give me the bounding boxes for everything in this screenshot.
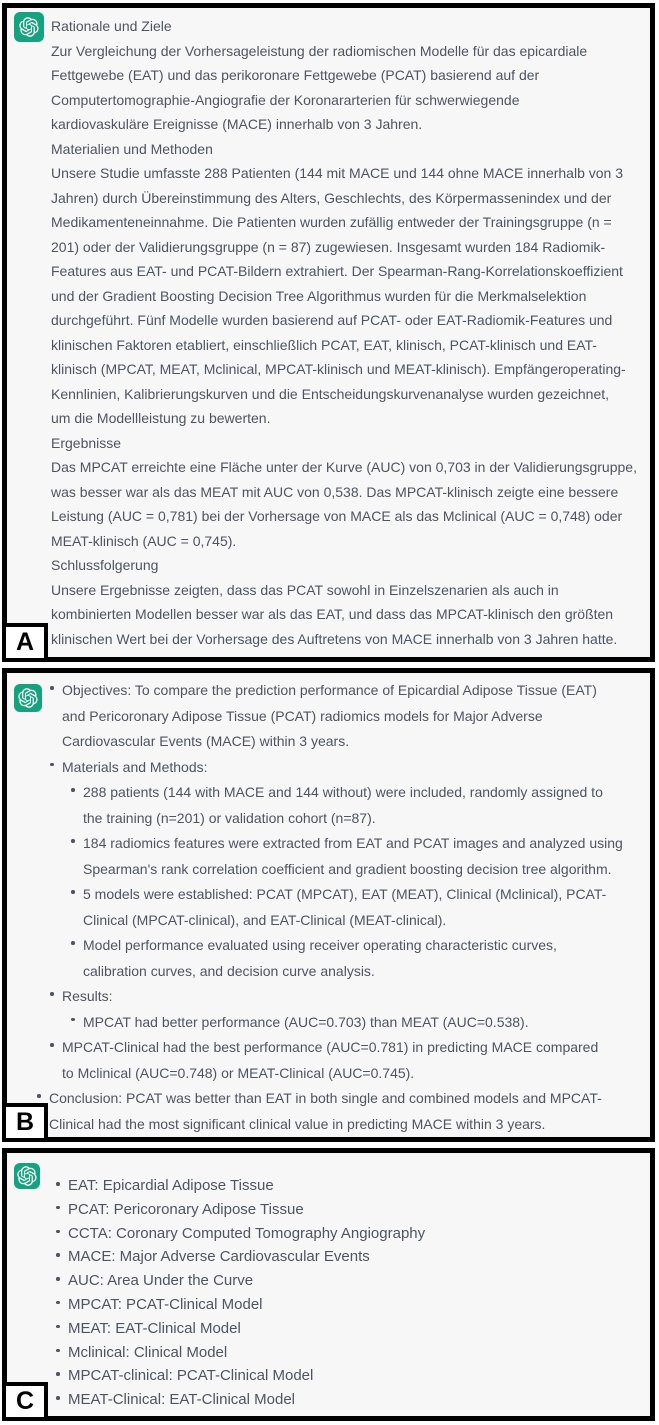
line-text: Materialien und Methoden	[51, 140, 213, 157]
panel-label-a: A	[2, 623, 48, 662]
text-line	[7, 1222, 650, 1246]
line-text: kardiovaskuläre Ereignisse (MACE) innerhalb von 3 Jahren.	[51, 116, 423, 132]
line-text: to Mclinical (AUC=0.748) or MEAT-Clinical (AUC=0.745).	[62, 1064, 415, 1081]
bullet-icon	[37, 1094, 41, 1098]
line-text: was besser war als das MEAT mit AUC von 0,538. Das MPCAT-klinisch zeigte eine bessere	[51, 483, 619, 500]
panel-a-german-abstract	[2, 3, 655, 662]
text-line	[7, 578, 650, 603]
line-text: Unsere Studie umfasste 288 Patienten (144 mit MACE und 144 ohne MACE innerhalb von 3	[51, 165, 623, 181]
line-text: Conclusion: PCAT was better than EAT in both single and combined models and MPCAT-	[49, 1090, 602, 1106]
line-text: the training (n=201) or validation cohort (n=87).	[83, 809, 376, 826]
line-text: Leistung (AUC = 0,781) bei der Vorhersage von MACE als das Mclinical (AUC = 0,748) oder	[51, 508, 623, 524]
text-line	[7, 1245, 650, 1269]
line-text: kombinierten Modellen besser war als das EAT, und dass das MPCAT-klinisch den größten	[51, 606, 614, 622]
text-line	[7, 755, 650, 781]
line-text: Ergebnisse	[51, 434, 122, 451]
text-line	[7, 161, 650, 186]
line-text: MACE: Major Adverse Cardiovascular Events	[68, 1248, 370, 1266]
text-line	[7, 602, 650, 627]
text-line	[7, 882, 650, 908]
line-text: PCAT: Pericoronary Adipose Tissue	[68, 1200, 304, 1218]
line-text: durchgeführt. Fünf Modelle wurden basierend auf PCAT- oder EAT-Radiomik-Features und	[51, 312, 613, 328]
text-line	[7, 1388, 650, 1412]
panel-a-text	[7, 8, 650, 651]
line-text: Objectives: To compare the prediction performance of Epicardial Adipose Tissue (EAT)	[62, 682, 597, 698]
line-text: Medikamenteneinnahme. Die Patienten wurden zufällig entweder der Trainingsgruppe (n =	[51, 214, 612, 230]
panel-b-english-summary	[2, 668, 655, 1142]
text-line	[7, 333, 650, 358]
bullet-icon	[56, 1182, 60, 1186]
line-text: EAT: Epicardial Adipose Tissue	[68, 1177, 274, 1194]
line-text: MPCAT-Clinical had the best performance (AUC=0.781) in predicting MACE compared	[62, 1039, 599, 1055]
line-text: MEAT-Clinical: EAT-Clinical Model	[68, 1391, 295, 1409]
text-line	[7, 210, 650, 235]
text-line	[7, 1035, 650, 1061]
text-line	[7, 1112, 650, 1138]
text-line	[7, 627, 650, 652]
line-text: MEAT-klinisch (AUC = 0,745).	[51, 532, 237, 549]
line-text: Rationale und Ziele	[51, 18, 172, 34]
line-text: and Pericoronary Adipose Tissue (PCAT) radiomics models for Major Adverse	[62, 707, 543, 724]
text-line	[7, 112, 650, 137]
bullet-icon	[50, 992, 54, 996]
text-line	[7, 63, 650, 88]
text-line	[7, 235, 650, 260]
line-text: klinischen Faktoren etabliert, einschließlich PCAT, EAT, klinisch, PCAT-klinisch und EAT-	[51, 336, 597, 353]
text-line	[7, 88, 650, 113]
bullet-icon	[50, 686, 54, 690]
bullet-icon	[56, 1253, 60, 1257]
line-text: und der Gradient Boosting Decision Tree Algorithmus wurden für die Merkmalselektion	[51, 287, 587, 304]
bullet-icon	[71, 941, 75, 945]
text-line	[7, 259, 650, 284]
text-line	[7, 959, 650, 985]
line-text: 5 models were established: PCAT (MPCAT), EAT (MEAT), Clinical (Mclinical), PCAT-	[83, 886, 607, 902]
line-text: 201) oder der Validierungsgruppe (n = 87) zugewiesen. Insgesamt wurden 184 Radiomik-	[51, 238, 606, 255]
text-line	[7, 1269, 650, 1293]
line-text: 184 radiomics features were extracted from EAT and PCAT images and analyzed using	[83, 835, 623, 851]
line-text: Model performance evaluated using receiver operating characteristic curves,	[83, 937, 557, 953]
line-text: Zur Vergleichung der Vorhersageleistung der radiomischen Modelle für das epicardiale	[51, 42, 588, 59]
bullet-icon	[56, 1230, 60, 1234]
text-line	[7, 186, 650, 211]
text-line	[7, 1086, 650, 1112]
bullet-icon	[71, 839, 75, 843]
bullet-icon	[56, 1349, 60, 1353]
line-text: Schlussfolgerung	[51, 557, 159, 573]
line-text: Clinical had the most significant clinical value in predicting MACE within 3 years.	[49, 1115, 546, 1132]
text-line	[7, 39, 650, 64]
bullet-icon	[56, 1325, 60, 1329]
bullet-icon	[56, 1206, 60, 1210]
text-line	[7, 480, 650, 505]
line-text: Spearman's rank correlation coefficient and gradient boosting decision tree algorithm.	[83, 860, 612, 877]
text-line	[7, 504, 650, 529]
text-line	[7, 806, 650, 832]
bullet-icon	[56, 1277, 60, 1281]
line-text: klinischen Wert bei der Vorhersage des Auftretens von MACE innerhalb von 3 Jahren hatte.	[51, 630, 618, 647]
text-line	[7, 382, 650, 407]
text-line	[7, 1061, 650, 1087]
text-line	[7, 1293, 650, 1317]
bullet-icon	[56, 1301, 60, 1305]
line-text: um die Modellleistung zu bewerten.	[51, 410, 271, 426]
text-line	[7, 1010, 650, 1036]
text-line	[7, 908, 650, 934]
text-line	[7, 780, 650, 806]
text-line	[7, 984, 650, 1010]
text-line	[7, 431, 650, 456]
text-line	[7, 455, 650, 480]
text-line	[7, 1198, 650, 1222]
panel-c-abbreviations	[2, 1148, 655, 1421]
line-text: Jahren) durch Übereinstimmung des Alters, Geschlechts, des Körpermassenindex und der	[51, 189, 612, 206]
line-text: MEAT: EAT-Clinical Model	[68, 1319, 241, 1337]
line-text: MPCAT-clinical: PCAT-Clinical Model	[68, 1367, 314, 1385]
line-text: Results:	[62, 988, 113, 1004]
text-line	[7, 529, 650, 554]
line-text: Mclinical: Clinical Model	[68, 1343, 228, 1361]
bullet-icon	[50, 1043, 54, 1047]
panel-b-text	[7, 673, 650, 1137]
text-line	[7, 857, 650, 883]
text-line	[7, 678, 650, 704]
bullet-icon	[71, 788, 75, 792]
text-line	[7, 284, 650, 309]
bullet-icon	[50, 763, 54, 767]
line-text: Clinical (MPCAT-clinical), and EAT-Clinical (MEAT-clinical).	[83, 911, 447, 928]
line-text: 288 patients (144 with MACE and 144 without) were included, randomly assigned to	[83, 784, 603, 800]
text-line	[7, 553, 650, 578]
line-text: CCTA: Coronary Computed Tomography Angiography	[68, 1224, 426, 1242]
bullet-icon	[71, 890, 75, 894]
text-line	[7, 1174, 650, 1198]
line-text: Features aus EAT- und PCAT-Bildern extrahiert. Der Spearman-Rang-Korrelationskoeffizient	[51, 263, 623, 279]
text-line	[7, 729, 650, 755]
line-text: Fettgewebe (EAT) und das perikoronare Fettgewebe (PCAT) basierend auf der	[51, 67, 540, 83]
bullet-icon	[56, 1396, 60, 1400]
text-line	[7, 1341, 650, 1365]
line-text: Kennlinien, Kalibrierungskurven und die Entscheidungskurvenanalyse wurden gezeichnet,	[51, 385, 610, 402]
text-line	[7, 933, 650, 959]
text-line	[7, 704, 650, 730]
panel-label-b: B	[2, 1103, 48, 1142]
line-text: Materials and Methods:	[62, 758, 208, 775]
text-line	[7, 1317, 650, 1341]
panel-c-text	[7, 1153, 650, 1412]
text-line	[7, 831, 650, 857]
text-line	[7, 1364, 650, 1388]
text-line	[7, 137, 650, 162]
line-text: Das MPCAT erreichte eine Fläche unter der Kurve (AUC) von 0,703 in der Validierungsgruppe,	[51, 459, 637, 475]
line-text: Unsere Ergebnisse zeigten, dass das PCAT sowohl in Einzelszenarien als auch in	[51, 581, 559, 598]
bullet-icon	[56, 1372, 60, 1376]
line-text: MPCAT: PCAT-Clinical Model	[68, 1295, 263, 1313]
text-line	[7, 357, 650, 382]
text-line	[7, 406, 650, 431]
line-text: klinisch (MPCAT, MEAT, Mclinical, MPCAT-klinisch und MEAT-klinisch). Empfängeroperating-	[51, 361, 626, 377]
text-line	[7, 14, 650, 39]
line-text: MPCAT had better performance (AUC=0.703) than MEAT (AUC=0.538).	[83, 1013, 529, 1030]
bullet-icon	[71, 1018, 75, 1022]
line-text: Computertomographie-Angiografie der Koronararterien für schwerwiegende	[51, 91, 520, 108]
line-text: calibration curves, and decision curve analysis.	[83, 962, 375, 979]
panel-label-c: C	[2, 1382, 48, 1421]
text-line	[7, 308, 650, 333]
line-text: AUC: Area Under the Curve	[68, 1272, 254, 1290]
line-text: Cardiovascular Events (MACE) within 3 years.	[62, 733, 350, 749]
